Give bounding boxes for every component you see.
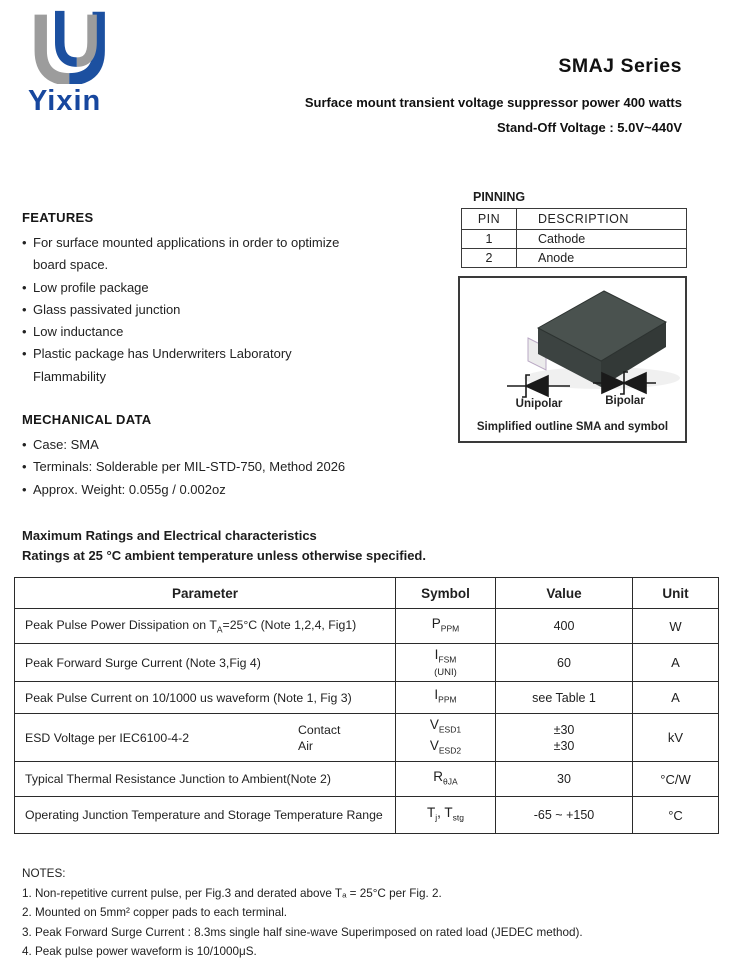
table-row: [462, 249, 687, 268]
symbol-cell: $P_{PPM}$: [396, 609, 496, 644]
pinning-heading: PINNING: [473, 190, 526, 204]
bipolar-label: Bipolar: [605, 395, 645, 407]
ratings-header-row: [15, 578, 719, 609]
table-row: [15, 714, 719, 762]
esd-conditions: Contact Air: [298, 722, 341, 753]
package-outline-box: [458, 276, 687, 443]
list-item: • Low profile package: [22, 277, 362, 299]
unit-cell: °C/W: [633, 762, 719, 797]
symbol-cell: $T_j$, $T_{stg}$: [396, 797, 496, 834]
package-caption: Simplified outline SMA and symbol: [476, 421, 669, 433]
pin-description: Anode: [517, 249, 687, 268]
page-subtitle: Surface mount transient voltage suppressor power 400 watts: [304, 95, 682, 110]
symbol-cell: $I_{PPM}$: [396, 682, 496, 714]
pinning-header-row: [462, 209, 687, 230]
symbol-cell: $I_{FSM}$ (UNI): [396, 644, 496, 682]
symbol-cell: $R_{\theta JA}$: [396, 762, 496, 797]
note-line: 4. Peak pulse power waveform is 10/1000μS.: [22, 945, 257, 958]
value-cell: 60: [496, 644, 633, 682]
features-list: [22, 232, 362, 388]
parameter-cell: Peak Pulse Power Dissipation on $T_A=25^\circ C$ (Note 1,2,4, Fig1): [15, 609, 396, 644]
list-item: • Terminals: Solderable per MIL-STD-750, Method 2026: [22, 456, 345, 478]
col-parameter: Parameter: [15, 578, 396, 609]
parameter-cell: Typical Thermal Resistance Junction to Ambient(Note 2): [15, 762, 396, 797]
logo-u-icon: [26, 8, 122, 84]
features-heading: FEATURES: [22, 210, 94, 225]
list-item: • For surface mounted applications in order to optimize board space.: [22, 232, 362, 277]
ratings-table: [14, 577, 719, 834]
parameter-cell: Peak Forward Surge Current (Note 3,Fig 4): [15, 644, 396, 682]
ratings-heading: Maximum Ratings and Electrical characteristics: [22, 528, 317, 543]
value-cell: see Table 1: [496, 682, 633, 714]
value-cell: ±30 ±30: [496, 714, 633, 762]
mechanical-heading: MECHANICAL DATA: [22, 412, 152, 427]
pin-number: 2: [462, 249, 517, 268]
symbol-cell: $V_{ESD1}$ $V_{ESD2}$: [396, 714, 496, 762]
col-value: Value: [496, 578, 633, 609]
unit-cell: A: [633, 682, 719, 714]
sma-package-image: [460, 278, 685, 441]
pinning-table: [461, 208, 687, 268]
parameter-cell: ESD Voltage per IEC6100-4-2 Contact Air: [15, 714, 396, 762]
bipolar-diode-icon: [593, 372, 656, 394]
table-row: [15, 609, 719, 644]
notes-heading: NOTES:: [22, 867, 66, 880]
table-row: [462, 230, 687, 249]
value-cell: -65 ~ +150: [496, 797, 633, 834]
parameter-cell: Peak Pulse Current on 10/1000 us waveform (Note 1, Fig 3): [15, 682, 396, 714]
list-item: • Glass passivated junction: [22, 299, 362, 321]
col-symbol: Symbol: [396, 578, 496, 609]
list-item: • Approx. Weight: 0.055g / 0.002oz: [22, 479, 345, 501]
company-logo: [26, 8, 156, 118]
note-line: 1. Non-repetitive current pulse, per Fig.3 and derated above Tₐ = 25°C per Fig. 2.: [22, 886, 442, 900]
table-row: [15, 682, 719, 714]
mechanical-list: [22, 434, 345, 501]
unit-cell: kV: [633, 714, 719, 762]
list-item: • Case: SMA: [22, 434, 345, 456]
pinning-col-description: DESCRIPTION: [517, 209, 687, 230]
value-cell: 400: [496, 609, 633, 644]
col-unit: Unit: [633, 578, 719, 609]
table-row: [15, 797, 719, 834]
pinning-col-pin: PIN: [462, 209, 517, 230]
list-item: • Plastic package has Underwriters Laboratory Flammability: [22, 343, 362, 388]
page-title: SMAJ Series: [558, 55, 682, 77]
unit-cell: W: [633, 609, 719, 644]
note-line: 3. Peak Forward Surge Current : 8.3ms single half sine-wave Superimposed on rated load (JEDEC method).: [22, 925, 583, 939]
note-line: 2. Mounted on 5mm² copper pads to each terminal.: [22, 906, 288, 919]
table-row: [15, 644, 719, 682]
notes-section: [22, 864, 583, 962]
ratings-subheading: Ratings at 25 °C ambient temperature unless otherwise specified.: [22, 548, 426, 563]
unit-cell: °C: [633, 797, 719, 834]
unipolar-label: Unipolar: [515, 398, 563, 410]
parameter-cell: Operating Junction Temperature and Storage Temperature Range: [15, 797, 396, 834]
table-row: [15, 762, 719, 797]
standoff-voltage-line: Stand-Off Voltage : 5.0V~440V: [496, 120, 682, 135]
pin-number: 1: [462, 230, 517, 249]
pin-description: Cathode: [517, 230, 687, 249]
logo-text: Yixin: [28, 85, 102, 117]
list-item: • Low inductance: [22, 321, 362, 343]
value-cell: 30: [496, 762, 633, 797]
unit-cell: A: [633, 644, 719, 682]
